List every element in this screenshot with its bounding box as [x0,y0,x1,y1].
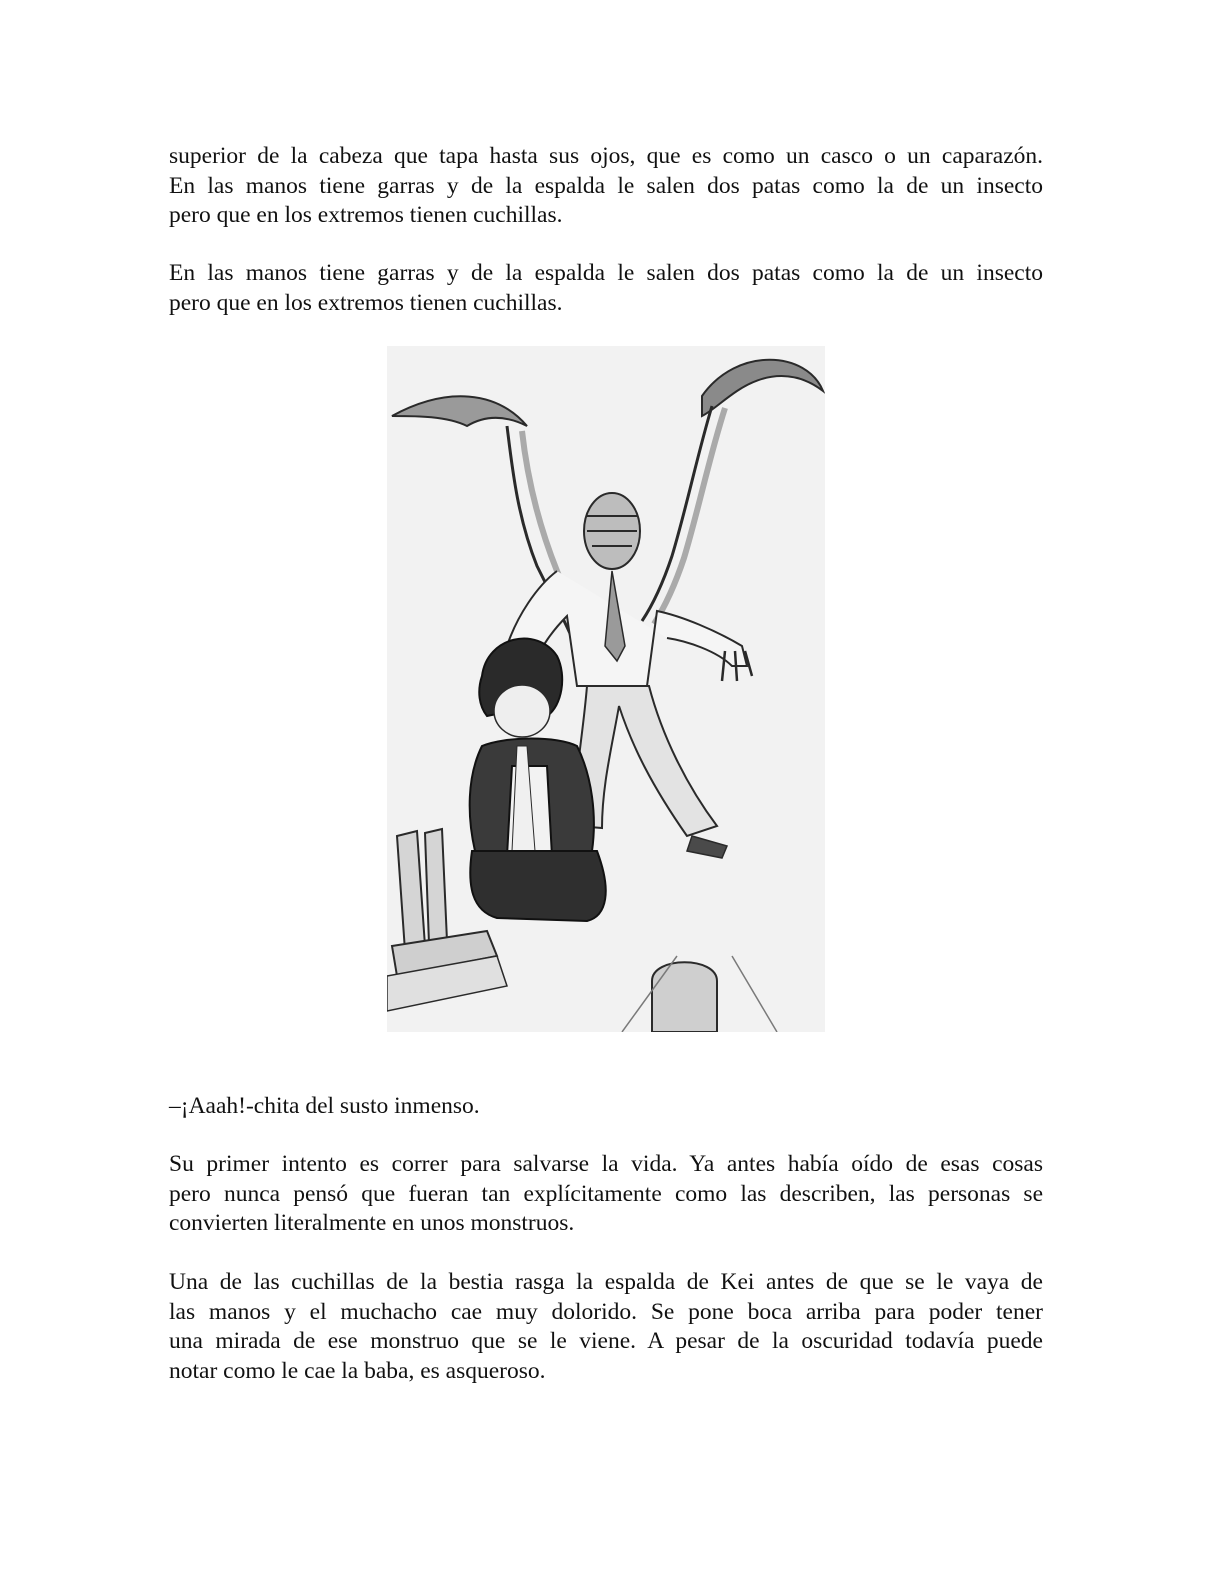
text-line: En las manos tiene garras y de la espalda le salen dos patas como la de un insecto [169,260,1043,286]
paragraph-2 [169,259,1043,318]
left-wing-blade [392,396,527,426]
text-line: Una de las cuchillas de la bestia rasga la espalda de Kei antes de que se le vaya de [169,1269,1043,1295]
paragraph-4 [169,1150,1043,1239]
text-line: notar como le cae la baba, es asqueroso. [169,1357,546,1384]
text-line: –¡Aaah!-chita del susto inmenso. [169,1093,480,1119]
text-line: pero nunca pensó que fueran tan explícitamente como las describen, las personas se [169,1180,1043,1207]
pencil-illustration [387,346,825,1032]
right-wing-arm [642,406,712,621]
text-line: pero que en los extremos tienen cuchillas. [169,289,563,316]
text-line: En las manos tiene garras y de la espalda le salen dos patas como la de un insecto [169,172,1043,199]
text-line: Su primer intento es correr para salvarse la vida. Ya antes había oído de esas cosas [169,1151,1043,1177]
gravestone-left [397,831,425,951]
paragraph-1 [169,142,1043,231]
paragraph-3 [169,1092,1043,1122]
text-line: una mirada de ese monstruo que se le viene. A pesar de la oscuridad todavía puede [169,1328,1043,1354]
boy-face [494,685,550,737]
text-line: superior de la cabeza que tapa hasta sus ojos, que es como un casco o un caparazón. [169,143,1043,169]
gravestone-right [652,962,717,1032]
text-line: convierten literalmente en unos monstruos. [169,1210,575,1236]
illustration-drawing [387,346,825,1032]
right-wing-blade [702,360,823,416]
paragraph-5 [169,1268,1043,1386]
text-line: pero que en los extremos tienen cuchillas. [169,202,563,228]
text-line: las manos y el muchacho cae muy dolorido. Se pone boca arriba para poder tener [169,1298,1043,1325]
monster-legs [576,686,717,836]
boy-legs [470,851,605,921]
